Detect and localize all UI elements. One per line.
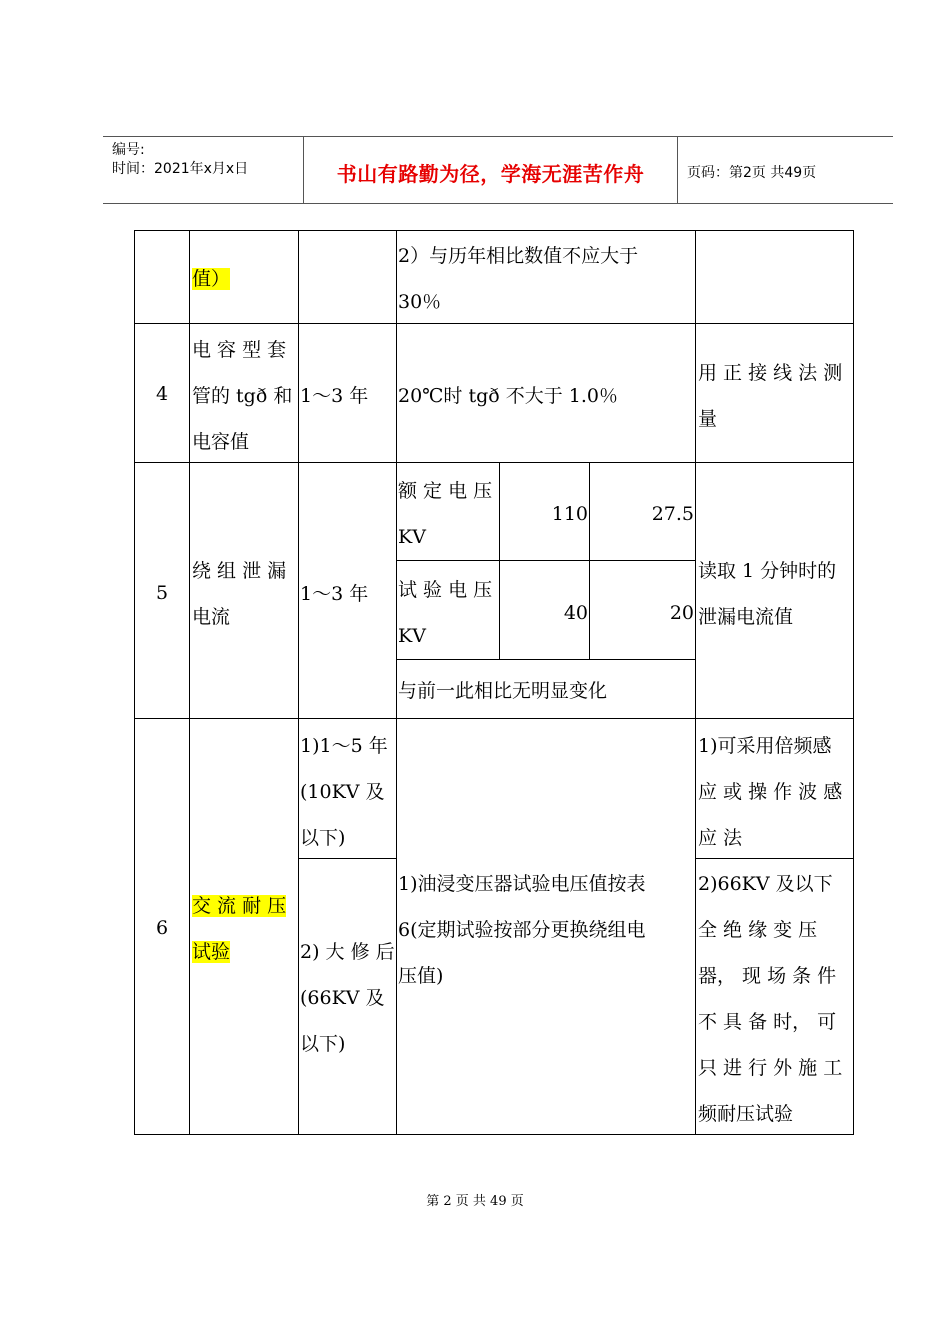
cycle1-line-3: 以下) bbox=[300, 827, 346, 849]
rated-voltage-label-2: KV bbox=[398, 526, 426, 548]
remark1-line-3: 应 法 bbox=[698, 827, 743, 849]
test-voltage-20: 20 bbox=[669, 602, 694, 624]
remark2-line-5: 只 进 行 外 施 工 bbox=[698, 1057, 843, 1079]
item-line-3: 电容值 bbox=[192, 431, 250, 453]
criteria: 20℃时 tgð 不大于 1.0％ bbox=[398, 385, 619, 407]
remark1-line-1: 1)可采用倍频感 bbox=[698, 735, 832, 757]
remark2-line-1: 2)66KV 及以下 bbox=[698, 873, 833, 895]
header-divider-2 bbox=[677, 136, 678, 203]
rated-voltage-110: 110 bbox=[551, 503, 588, 525]
cycle1-line-1: 1)1～5 年 bbox=[300, 735, 388, 757]
remark-line-2: 泄漏电流值 bbox=[698, 606, 794, 628]
item-line-2: 试验 bbox=[192, 941, 231, 963]
motto: 书山有路勤为径，学海无涯苦作舟 bbox=[336, 162, 645, 186]
cycle2-line-3: 以下) bbox=[300, 1033, 346, 1055]
remark-line-1: 用 正 接 线 法 测 bbox=[698, 362, 843, 384]
remark-line-1: 读取 1 分钟时的 bbox=[698, 560, 837, 582]
cycle2-line-2: (66KV 及 bbox=[300, 987, 385, 1009]
item-line-1: 交 流 耐 压 bbox=[192, 895, 287, 917]
rated-voltage-27-5: 27.5 bbox=[651, 503, 694, 525]
row-number: 5 bbox=[155, 582, 169, 604]
remark2-line-6: 频耐压试验 bbox=[698, 1103, 794, 1125]
compare-note: 与前一此相比无明显变化 bbox=[398, 680, 608, 702]
row-number: 4 bbox=[155, 383, 169, 405]
item-tail: 值） bbox=[192, 268, 231, 290]
criteria-line-3: 压值) bbox=[398, 965, 444, 987]
serial-label: 编号: bbox=[112, 142, 145, 158]
cycle: 1～3 年 bbox=[300, 583, 369, 605]
remark-line-2: 量 bbox=[698, 408, 718, 430]
item-line-1: 电 容 型 套 bbox=[192, 339, 287, 361]
test-voltage-40: 40 bbox=[563, 602, 588, 624]
cycle1-line-2: (10KV 及 bbox=[300, 781, 385, 803]
item-line-2: 电流 bbox=[192, 606, 231, 628]
cycle2-line-1: 2) 大 修 后 bbox=[300, 941, 395, 963]
header-bottom-rule bbox=[103, 203, 893, 204]
remark2-line-3: 器， 现 场 条 件 bbox=[698, 965, 837, 987]
page-info: 页码：第2页 共49页 bbox=[687, 165, 817, 181]
time-label: 时间：2021年x月x日 bbox=[112, 161, 249, 177]
criteria-line-1: 1)油浸变压器试验电压值按表 bbox=[398, 873, 646, 895]
criteria-line-2: 30％ bbox=[398, 291, 442, 313]
test-voltage-label-1: 试 验 电 压 bbox=[398, 579, 493, 601]
remark2-line-4: 不 具 备 时， 可 bbox=[698, 1011, 837, 1033]
test-voltage-label-2: KV bbox=[398, 625, 426, 647]
rated-voltage-label-1: 额 定 电 压 bbox=[398, 480, 493, 502]
criteria-line-2: 6(定期试验按部分更换绕组电 bbox=[398, 919, 646, 941]
criteria-line-1: 2）与历年相比数值不应大于 bbox=[398, 245, 639, 267]
item-line-1: 绕 组 泄 漏 bbox=[192, 560, 287, 582]
remark2-line-2: 全 绝 缘 变 压 bbox=[698, 919, 818, 941]
remark1-line-2: 应 或 操 作 波 感 bbox=[698, 781, 843, 803]
item-line-2: 管的 tgð 和 bbox=[192, 385, 293, 407]
header-top-rule bbox=[103, 136, 893, 137]
cycle: 1～3 年 bbox=[300, 385, 369, 407]
row-number: 6 bbox=[155, 917, 169, 939]
page-footer: 第 2 页 共 49 页 bbox=[426, 1194, 524, 1209]
